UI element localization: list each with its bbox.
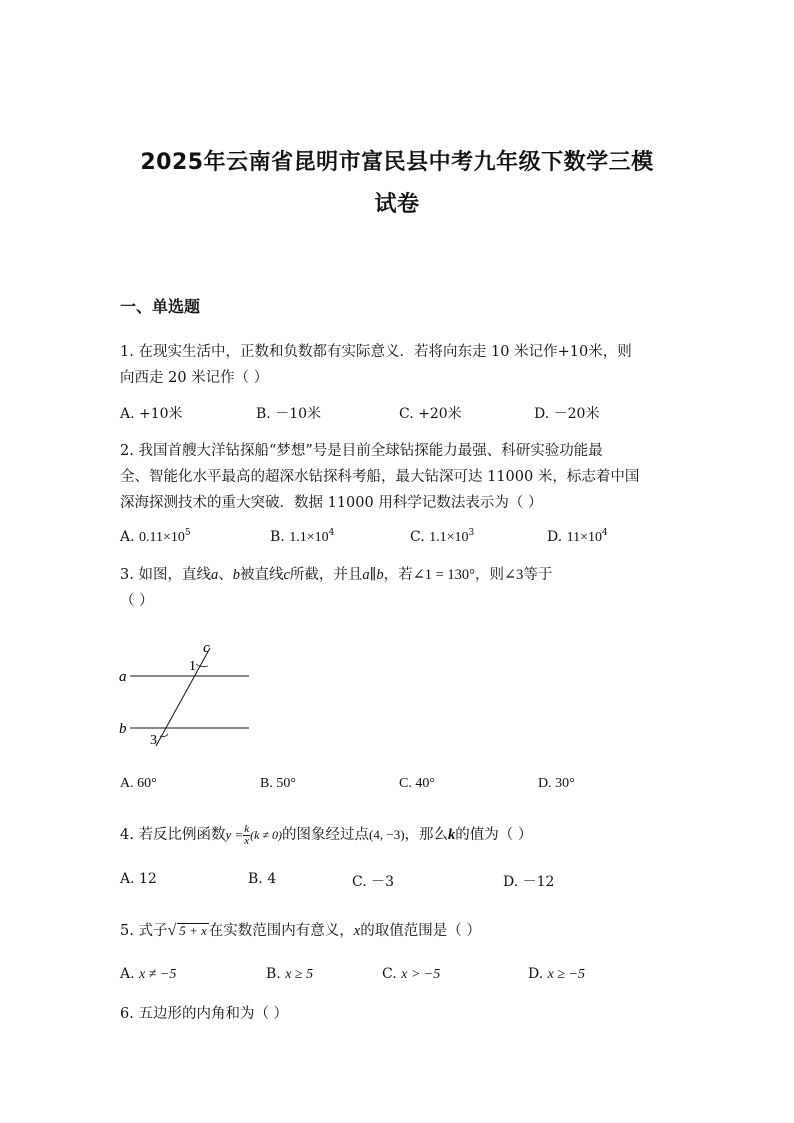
label-angle-1: 1 — [189, 659, 196, 674]
question-3-options — [120, 776, 700, 798]
question-6-line-1: 6. 五边形的内角和为（ ） — [120, 1006, 289, 1022]
angle-1-arc — [196, 664, 208, 667]
question-1-line-1: 1. 在现实生活中，正数和负数都有实际意义．若将向东走 10 米记作+10米，则 — [120, 344, 632, 360]
question-3-line-1: 3. 如图，直线a、b被直线c所截，并且a∥b，若∠1 = 130°，则∠3等于 — [120, 567, 553, 583]
q4-option-b[interactable]: B. 4 — [248, 871, 277, 887]
question-3 — [120, 562, 680, 614]
page-title — [60, 142, 734, 226]
question-2-line-3: 深海探测技术的重大突破．数据 11000 用科学记数法表示为（ ） — [120, 495, 543, 511]
q4-option-c[interactable]: C. －3 — [352, 874, 395, 890]
q1-option-d[interactable]: D. －20米 — [534, 406, 600, 422]
q1-option-a[interactable]: A. +10米 — [120, 406, 183, 422]
question-3-line-2: （ ） — [120, 593, 154, 609]
q2-option-a[interactable]: A. $0.11\times 10^5$ — [120, 528, 191, 545]
sqrt-icon: √ — [167, 922, 177, 939]
question-1-line-2: 向西走 20 米记作（ ） — [120, 370, 269, 386]
question-1 — [120, 339, 680, 391]
angle-3-arc — [160, 734, 168, 737]
q1-option-b[interactable]: B. －10米 — [256, 406, 322, 422]
question-5-options — [120, 966, 700, 988]
q4-option-d[interactable]: D. －12 — [503, 874, 555, 890]
fraction-k-over-x: $\frac{k}{x}$ — [244, 822, 250, 847]
q2-option-d[interactable]: D. $11\times 10^4$ — [547, 528, 608, 545]
label-angle-3: 3 — [150, 733, 157, 748]
line-c — [156, 648, 210, 746]
question-2 — [120, 438, 680, 516]
label-a: a — [119, 669, 127, 685]
q1-option-c[interactable]: C. +20米 — [399, 406, 462, 422]
question-2-options — [120, 528, 700, 550]
question-6 — [120, 1001, 680, 1027]
question-4-options — [120, 871, 700, 893]
q4-option-a[interactable]: A. 12 — [120, 871, 157, 887]
q2-option-c[interactable]: C. $1.1\times 10^3$ — [410, 528, 475, 545]
q5-option-b[interactable]: B. x ≥ 5 — [266, 966, 314, 982]
title-line-2: 试卷 — [374, 192, 420, 217]
label-c: c — [203, 640, 210, 656]
question-2-line-2: 全、智能化水平最高的超深水钻探科考船，最大钻深可达 11000 米，标志着中国 — [120, 469, 640, 485]
title-line-1: 2025年云南省昆明市富民县中考九年级下数学三模 — [140, 150, 654, 175]
q3-option-d[interactable]: D. 30° — [538, 776, 575, 791]
question-4: 4. 若反比例函数y = $\frac{k}{x}$ (k ≠ 0)的图象经过点(4, −3)，那么k的值为（ ） — [120, 822, 533, 847]
section-heading: 一、单选题 — [120, 297, 201, 316]
question-5: 5. 式子√ 5 + x 在实数范围内有意义，x的取值范围是（ ） — [120, 922, 481, 939]
q2-option-b[interactable]: B. $1.1\times 10^4$ — [270, 528, 335, 545]
q5-option-d[interactable]: D. x ≥ −5 — [528, 966, 585, 982]
q3-option-c[interactable]: C. 40° — [399, 776, 435, 791]
label-b: b — [119, 721, 127, 737]
q5-option-c[interactable]: C. x > −5 — [382, 966, 441, 982]
question-1-options — [120, 403, 700, 425]
q5-option-a[interactable]: A. x ≠ −5 — [120, 966, 177, 982]
question-2-line-1: 2. 我国首艘大洋钻探船“梦想”号是目前全球钻探能力最强、科研实验功能最 — [120, 443, 603, 459]
q3-option-a[interactable]: A. 60° — [120, 776, 157, 791]
parallel-lines-figure — [116, 640, 256, 752]
q3-option-b[interactable]: B. 50° — [260, 776, 296, 791]
